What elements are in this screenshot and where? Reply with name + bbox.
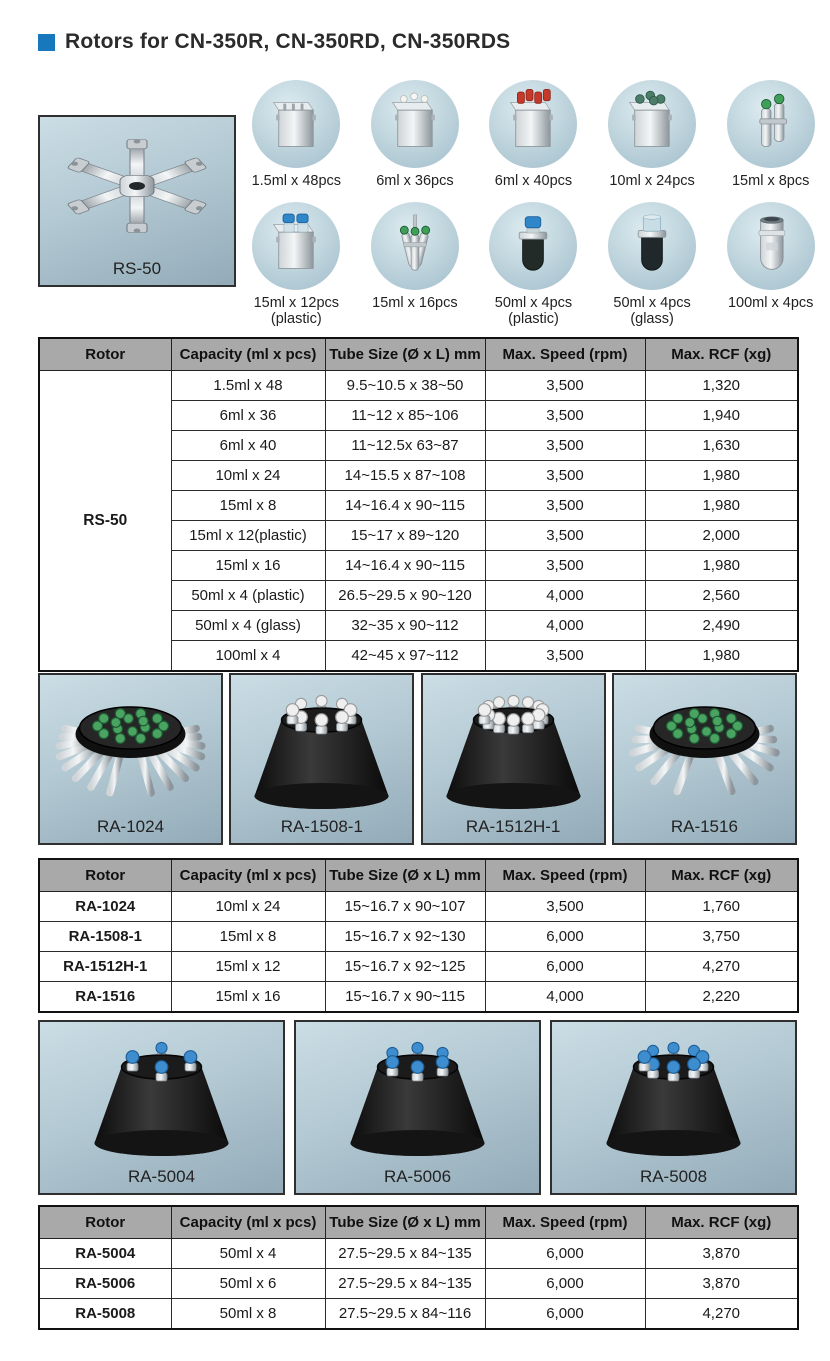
section-title-row	[38, 30, 510, 54]
spec-cell: 14~16.4 x 90~115	[325, 551, 485, 581]
rotor-name-cell: RA-1516	[39, 982, 171, 1013]
spec-cell: 3,870	[645, 1239, 798, 1269]
column-header: Capacity (ml x pcs)	[171, 338, 325, 371]
spec-table-ra5000-series	[38, 1205, 797, 1330]
spec-table-ra1000-series	[38, 858, 797, 1013]
rotor-photo-panel	[38, 673, 223, 845]
rotor-panel-label: RA-1508-1	[280, 817, 363, 836]
table-row	[39, 952, 798, 982]
table-row	[39, 892, 798, 922]
rotor-photo-row-ra1000	[38, 673, 797, 845]
adapter-item	[474, 202, 593, 327]
spec-cell: 3,500	[485, 641, 645, 672]
spec-cell: 1,760	[645, 892, 798, 922]
adapter-item	[356, 80, 475, 189]
spec-cell: 14~15.5 x 87~108	[325, 461, 485, 491]
spec-cell: 6,000	[485, 1269, 645, 1299]
spec-cell: 27.5~29.5 x 84~116	[325, 1299, 485, 1330]
rotor-panel-label: RA-5008	[639, 1167, 708, 1186]
spec-cell: 27.5~29.5 x 84~135	[325, 1269, 485, 1299]
column-header: Rotor	[39, 1206, 171, 1239]
adapter-label: 6ml x 36pcs	[376, 173, 454, 189]
rotor-name-cell: RA-5004	[39, 1239, 171, 1269]
rotor-photo-panel	[38, 1020, 285, 1195]
rotor-name-cell: RA-5008	[39, 1299, 171, 1330]
adapter-label: 15ml x 16pcs	[372, 295, 458, 311]
adapter-label: 15ml x 8pcs	[731, 173, 810, 189]
spec-cell: 6ml x 40	[171, 431, 325, 461]
cone-rotor-blue-icon	[552, 1022, 795, 1169]
spec-cell: 1,320	[645, 371, 798, 401]
table-row	[39, 1299, 798, 1330]
spec-cell: 3,500	[485, 431, 645, 461]
spec-cell: 3,500	[485, 521, 645, 551]
adapter-item	[711, 80, 830, 189]
spec-cell: 3,870	[645, 1269, 798, 1299]
rotor-name-cell: RA-5006	[39, 1269, 171, 1299]
spec-cell: 3,500	[485, 401, 645, 431]
swing-rotor-6-arm-icon	[40, 117, 234, 261]
spec-cell: 1.5ml x 48	[171, 371, 325, 401]
cone-rotor-white-icon	[423, 675, 604, 819]
bucket-white-tubes-icon	[371, 80, 459, 168]
column-header: Max. Speed (rpm)	[485, 859, 645, 892]
spec-cell: 50ml x 4 (glass)	[171, 611, 325, 641]
rotor-panel-label: RA-1024	[96, 817, 165, 836]
spec-cell: 15ml x 16	[171, 551, 325, 581]
tube-cluster-green-icon	[371, 202, 459, 290]
adapter-sublabel: (plastic)	[508, 311, 559, 328]
spec-cell: 2,560	[645, 581, 798, 611]
adapter-label: 50ml x 4pcs	[613, 295, 691, 311]
spec-cell: 15~16.7 x 92~130	[325, 922, 485, 952]
adapter-sublabel: (plastic)	[270, 311, 322, 328]
adapter-item	[474, 80, 593, 189]
spec-cell: 27.5~29.5 x 84~135	[325, 1239, 485, 1269]
spec-cell: 1,980	[645, 461, 798, 491]
spec-cell: 4,000	[485, 982, 645, 1013]
column-header: Max. Speed (rpm)	[485, 1206, 645, 1239]
spec-cell: 1,940	[645, 401, 798, 431]
adapter-item	[593, 80, 712, 189]
silver-canister-icon	[727, 202, 815, 290]
spec-cell: 1,980	[645, 551, 798, 581]
table-row	[39, 371, 798, 401]
spec-cell: 9.5~10.5 x 38~50	[325, 371, 485, 401]
rs50-label: RS-50	[112, 259, 162, 278]
column-header: Capacity (ml x pcs)	[171, 1206, 325, 1239]
spec-cell: 2,490	[645, 611, 798, 641]
spec-cell: 26.5~29.5 x 90~120	[325, 581, 485, 611]
spec-cell: 3,500	[485, 491, 645, 521]
table-row	[39, 982, 798, 1013]
spec-cell: 11~12.5x 63~87	[325, 431, 485, 461]
spec-cell: 15~16.7 x 90~107	[325, 892, 485, 922]
title-bullet-square	[38, 34, 55, 51]
rotor-name-cell: RS-50	[39, 371, 171, 672]
page-title: Rotors for CN-350R, CN-350RD, CN-350RDS	[65, 30, 511, 53]
spec-cell: 10ml x 24	[171, 461, 325, 491]
spec-cell: 15ml x 8	[171, 491, 325, 521]
spec-cell: 3,500	[485, 461, 645, 491]
adapter-grid-row-1	[237, 80, 830, 189]
bucket-green-caps-icon	[608, 80, 696, 168]
spec-cell: 6,000	[485, 1299, 645, 1330]
rotor-photo-panel	[229, 673, 414, 845]
spec-cell: 1,980	[645, 491, 798, 521]
rotor-panel-label: RA-1512H-1	[465, 817, 561, 836]
spec-table	[38, 337, 799, 672]
column-header: Capacity (ml x pcs)	[171, 859, 325, 892]
spec-cell: 50ml x 6	[171, 1269, 325, 1299]
adapter-item	[593, 202, 712, 327]
rotor-name-cell: RA-1024	[39, 892, 171, 922]
spec-cell: 15~17 x 89~120	[325, 521, 485, 551]
star-rotor-icon	[614, 675, 795, 819]
column-header: Tube Size (Ø x L) mm	[325, 338, 485, 371]
spec-cell: 6,000	[485, 922, 645, 952]
bucket-flat-top-icon	[252, 80, 340, 168]
rotor-panel-label: RA-5004	[127, 1167, 196, 1186]
adapter-label: 1.5ml x 48pcs	[251, 173, 342, 189]
twin-tubes-green-icon	[727, 80, 815, 168]
spec-cell: 4,270	[645, 1299, 798, 1330]
spec-cell: 3,750	[645, 922, 798, 952]
adapter-label: 50ml x 4pcs	[494, 295, 573, 311]
adapter-item	[237, 80, 356, 189]
spec-cell: 4,270	[645, 952, 798, 982]
spec-cell: 50ml x 4	[171, 1239, 325, 1269]
cone-rotor-blue-icon	[296, 1022, 539, 1169]
dark-bottle-blue-cap-icon	[489, 202, 577, 290]
spec-cell: 15~16.7 x 90~115	[325, 982, 485, 1013]
star-rotor-icon	[40, 675, 221, 819]
adapter-label: 6ml x 40pcs	[494, 173, 573, 189]
spec-cell: 11~12 x 85~106	[325, 401, 485, 431]
adapter-label: 10ml x 24pcs	[609, 173, 695, 189]
spec-table-rs50	[38, 337, 797, 672]
table-row	[39, 922, 798, 952]
rotor-photo-row-ra5000	[38, 1020, 797, 1195]
spec-cell: 15ml x 8	[171, 922, 325, 952]
rotor-name-cell: RA-1512H-1	[39, 952, 171, 982]
column-header: Rotor	[39, 859, 171, 892]
spec-cell: 50ml x 8	[171, 1299, 325, 1330]
column-header: Max. RCF (xg)	[645, 859, 798, 892]
spec-cell: 15ml x 12	[171, 952, 325, 982]
rotor-photo-panel	[294, 1020, 541, 1195]
spec-cell: 42~45 x 97~112	[325, 641, 485, 672]
column-header: Max. RCF (xg)	[645, 338, 798, 371]
spec-cell: 3,500	[485, 892, 645, 922]
rotor-panel-label: RA-5006	[383, 1167, 452, 1186]
adapter-item	[711, 202, 830, 327]
column-header: Max. Speed (rpm)	[485, 338, 645, 371]
rotor-photo-panel	[612, 673, 797, 845]
column-header: Tube Size (Ø x L) mm	[325, 1206, 485, 1239]
rotor-name-cell: RA-1508-1	[39, 922, 171, 952]
spec-cell: 2,000	[645, 521, 798, 551]
adapter-item	[237, 202, 356, 327]
spec-cell: 32~35 x 90~112	[325, 611, 485, 641]
rotor-photo-panel	[550, 1020, 797, 1195]
spec-table	[38, 858, 799, 1013]
column-header: Max. RCF (xg)	[645, 1206, 798, 1239]
spec-cell: 1,630	[645, 431, 798, 461]
spec-cell: 10ml x 24	[171, 892, 325, 922]
spec-cell: 3,500	[485, 551, 645, 581]
rs50-photo-panel	[38, 115, 236, 287]
spec-cell: 15~16.7 x 92~125	[325, 952, 485, 982]
adapter-label: 100ml x 4pcs	[727, 295, 814, 311]
rotor-photo-panel	[421, 673, 606, 845]
bucket-red-tubes-icon	[489, 80, 577, 168]
adapter-grid-row-2	[237, 202, 830, 327]
column-header: Tube Size (Ø x L) mm	[325, 859, 485, 892]
spec-cell: 6ml x 36	[171, 401, 325, 431]
spec-cell: 6,000	[485, 1239, 645, 1269]
spec-table	[38, 1205, 799, 1330]
adapter-item	[356, 202, 475, 327]
cone-rotor-white-icon	[231, 675, 412, 819]
adapter-label: 15ml x 12pcs	[253, 295, 340, 311]
rotor-panel-label: RA-1516	[670, 817, 738, 836]
table-row	[39, 1269, 798, 1299]
spec-cell: 15ml x 12(plastic)	[171, 521, 325, 551]
spec-cell: 2,220	[645, 982, 798, 1013]
spec-cell: 3,500	[485, 371, 645, 401]
bucket-blue-tubes-icon	[252, 202, 340, 290]
table-row	[39, 1239, 798, 1269]
spec-cell: 50ml x 4 (plastic)	[171, 581, 325, 611]
spec-cell: 6,000	[485, 952, 645, 982]
spec-cell: 100ml x 4	[171, 641, 325, 672]
dark-bottle-glass-icon	[608, 202, 696, 290]
spec-cell: 1,980	[645, 641, 798, 672]
cone-rotor-blue-icon	[40, 1022, 283, 1169]
column-header: Rotor	[39, 338, 171, 371]
spec-cell: 4,000	[485, 581, 645, 611]
spec-cell: 15ml x 16	[171, 982, 325, 1013]
spec-cell: 4,000	[485, 611, 645, 641]
spec-cell: 14~16.4 x 90~115	[325, 491, 485, 521]
adapter-sublabel: (glass)	[630, 311, 674, 328]
